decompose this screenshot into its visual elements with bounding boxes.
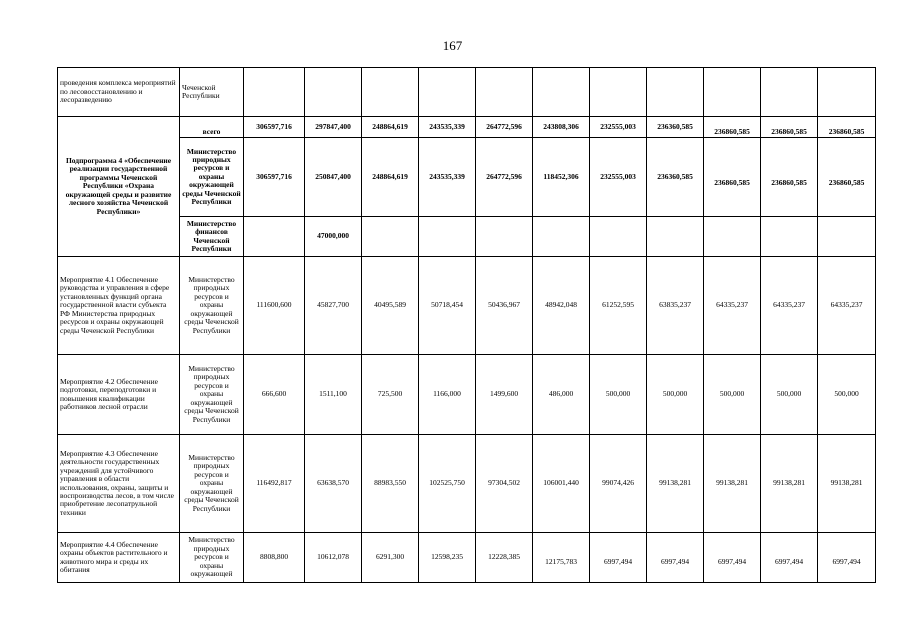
- value-cell: 45827,700: [305, 257, 362, 355]
- value-cell: 243535,339: [419, 117, 476, 138]
- value-cell: 6997,494: [818, 533, 876, 583]
- value-cell: 99138,281: [818, 435, 876, 533]
- value-cell: 236860,585: [704, 117, 761, 138]
- measure-name-cell: Мероприятие 4.4 Обеспечение охраны объектов растительного и животного мира и среды их обитания: [58, 533, 180, 583]
- table-row: [58, 257, 876, 355]
- value-cell: 12598,235: [419, 533, 476, 583]
- value-cell: [244, 217, 305, 257]
- value-cell: 486,000: [533, 355, 590, 435]
- value-cell: [704, 68, 761, 117]
- executor-cell: Министерство природных ресурсов и охраны окружающей среды Чеченской Республики: [180, 138, 244, 217]
- value-cell: 236860,585: [761, 117, 818, 138]
- executor-cell: Министерство природных ресурсов и охраны окружающей среды Чеченской Республики: [180, 257, 244, 355]
- table-row: [58, 138, 876, 217]
- value-cell: 88983,550: [362, 435, 419, 533]
- table-row: [58, 435, 876, 533]
- value-cell: 12175,783: [533, 533, 590, 583]
- value-cell: 118452,306: [533, 138, 590, 217]
- value-cell: 243535,339: [419, 138, 476, 217]
- value-cell: [533, 68, 590, 117]
- value-cell: 63835,237: [647, 257, 704, 355]
- table-row: [58, 68, 876, 117]
- value-cell: 248864,619: [362, 138, 419, 217]
- value-cell: 306597,716: [244, 138, 305, 217]
- value-cell: 248864,619: [362, 117, 419, 138]
- value-cell: 232555,003: [590, 117, 647, 138]
- value-cell: 64335,237: [704, 257, 761, 355]
- value-cell: [704, 217, 761, 257]
- value-cell: 6291,300: [362, 533, 419, 583]
- value-cell: [476, 68, 533, 117]
- value-cell: [362, 68, 419, 117]
- value-cell: 116492,817: [244, 435, 305, 533]
- value-cell: 1499,600: [476, 355, 533, 435]
- value-cell: 236360,585: [647, 117, 704, 138]
- value-cell: 6997,494: [761, 533, 818, 583]
- value-cell: 264772,596: [476, 138, 533, 217]
- table-row: [58, 217, 876, 257]
- budget-table: [57, 67, 876, 583]
- executor-cell: Министерство природных ресурсов и охраны окружающей среды Чеченской Республики: [180, 435, 244, 533]
- value-cell: 111600,600: [244, 257, 305, 355]
- value-cell: 500,000: [704, 355, 761, 435]
- value-cell: 500,000: [818, 355, 876, 435]
- value-cell: [761, 217, 818, 257]
- value-cell: 236360,585: [647, 138, 704, 217]
- value-cell: 232555,003: [590, 138, 647, 217]
- value-cell: 306597,716: [244, 117, 305, 138]
- value-cell: 725,500: [362, 355, 419, 435]
- value-cell: 99138,281: [647, 435, 704, 533]
- value-cell: [647, 68, 704, 117]
- value-cell: [590, 68, 647, 117]
- table-row: [58, 355, 876, 435]
- value-cell: 99138,281: [704, 435, 761, 533]
- value-cell: 1166,000: [419, 355, 476, 435]
- value-cell: [305, 68, 362, 117]
- value-cell: 106001,440: [533, 435, 590, 533]
- subprogram-title-cell: Подпрограмма 4 «Обеспечение реализации государственной программы Чеченской Республики «Охрана окружающей среды и развитие лесного хозяйства Чеченской Республики»: [58, 117, 180, 257]
- value-cell: 500,000: [647, 355, 704, 435]
- page-number: 167: [442, 38, 463, 53]
- value-cell: 64335,237: [761, 257, 818, 355]
- value-cell: [590, 217, 647, 257]
- value-cell: [818, 217, 876, 257]
- value-cell: [818, 68, 876, 117]
- value-cell: 236860,585: [761, 138, 818, 217]
- value-cell: [419, 68, 476, 117]
- value-cell: 297847,400: [305, 117, 362, 138]
- value-cell: 666,600: [244, 355, 305, 435]
- value-cell: [476, 217, 533, 257]
- value-cell: 500,000: [590, 355, 647, 435]
- value-cell: [533, 217, 590, 257]
- table-row: [58, 533, 876, 583]
- measure-name-cell: Мероприятие 4.1 Обеспечение руководства и управления в сфере установленных функций органа государственной власти субъекта РФ Министерства природных ресурсов и охраны окружающей среды Чеченской Республики: [58, 257, 180, 355]
- value-cell: 243808,306: [533, 117, 590, 138]
- value-cell: 102525,750: [419, 435, 476, 533]
- executor-cell: Министерство природных ресурсов и охраны окружающей среды Чеченской Республики: [180, 355, 244, 435]
- executor-cell: Министерство природных ресурсов и охраны окружающей: [180, 533, 244, 583]
- value-cell: 99138,281: [761, 435, 818, 533]
- value-cell: 264772,596: [476, 117, 533, 138]
- value-cell: 12228,385: [476, 533, 533, 583]
- executor-cell: Министерство финансов Чеченской Республики: [180, 217, 244, 257]
- value-cell: [244, 68, 305, 117]
- value-cell: 500,000: [761, 355, 818, 435]
- value-cell: [419, 217, 476, 257]
- value-cell: 236860,585: [818, 138, 876, 217]
- value-cell: 1511,100: [305, 355, 362, 435]
- value-cell: 10612,078: [305, 533, 362, 583]
- value-cell: 250847,400: [305, 138, 362, 217]
- value-cell: 40495,589: [362, 257, 419, 355]
- measure-name-cell: проведения комплекса мероприятий по лесовосстановлению и лесоразведению: [58, 68, 180, 117]
- value-cell: 48942,048: [533, 257, 590, 355]
- value-cell: 6997,494: [647, 533, 704, 583]
- value-cell: [647, 217, 704, 257]
- value-cell: 99074,426: [590, 435, 647, 533]
- value-cell: 6997,494: [704, 533, 761, 583]
- value-cell: 61252,595: [590, 257, 647, 355]
- value-cell: 6997,494: [590, 533, 647, 583]
- executor-cell: Чеченской Республики: [180, 68, 244, 117]
- value-cell: [761, 68, 818, 117]
- value-cell: 50436,967: [476, 257, 533, 355]
- value-cell: 63638,570: [305, 435, 362, 533]
- value-cell: 236860,585: [704, 138, 761, 217]
- measure-name-cell: Мероприятие 4.2 Обеспечение подготовки, переподготовки и повышения квалификации работников лесной отрасли: [58, 355, 180, 435]
- value-cell: 8808,800: [244, 533, 305, 583]
- value-cell: 50718,454: [419, 257, 476, 355]
- value-cell: 236860,585: [818, 117, 876, 138]
- value-cell: [362, 217, 419, 257]
- table-row: [58, 117, 876, 138]
- value-cell: 97304,502: [476, 435, 533, 533]
- measure-name-cell: Мероприятие 4.3 Обеспечение деятельности государственных учреждений для устойчивого управления в области использования, охраны, защиты и воспроизводства лесов, в том числе приобретение лесопатрульной техники: [58, 435, 180, 533]
- executor-cell: всего: [180, 117, 244, 138]
- value-cell: 47000,000: [305, 217, 362, 257]
- value-cell: 64335,237: [818, 257, 876, 355]
